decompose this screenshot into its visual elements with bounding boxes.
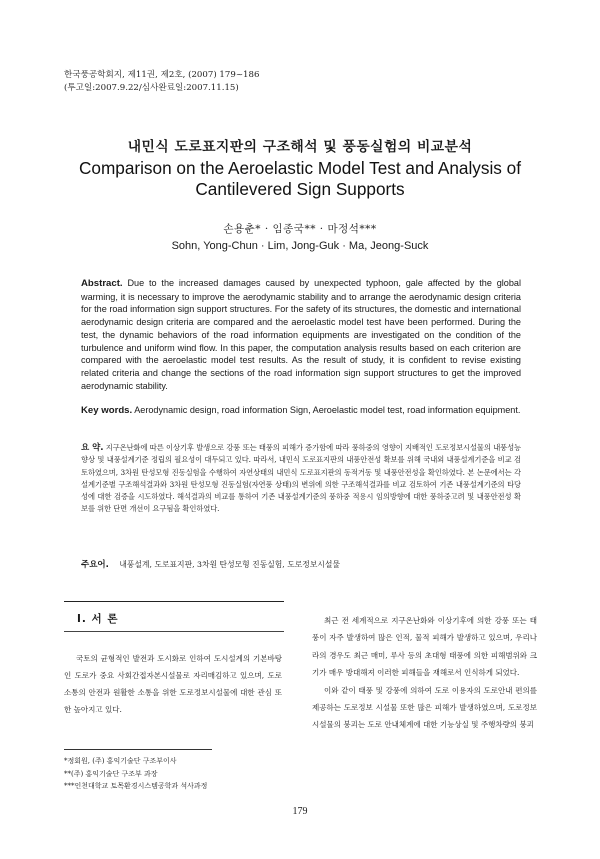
abstract-text: Due to the increased damages caused by unexpected typhoon, gale affected by the global warming, it is necessary to improve the aerodynamic stability and to arrange the aerodynamic design criteria for the road information sign support structures. For the safety of its structures, the domestic and international aerodynamic design criteria are compared and the aeroelastic model test have been performed. During the test, the dynamic behaviors of the road information equipments are investigated on the condition of the turbulence and uniform wind flow. In this paper, the computation analysis results based on each criterion are compared with the aeroelastic model test results. As the result of study, it is confident to revise existing related criteria and change the sections of the road information sign support structures to get the improved aerodynamic stability. <box>81 278 521 391</box>
korean-summary <box>81 442 521 516</box>
korean-summary-label: 요 약. <box>81 443 104 453</box>
korean-keywords <box>81 558 521 570</box>
section-rule-top <box>64 601 284 602</box>
keywords-label: Key words. <box>81 405 133 416</box>
intro-paragraph-left: 국토의 균형적인 발전과 도시화로 인하여 도시설계의 기본바탕인 도로가 중요 사회간접자본시설물로 자리매김하고 있으며, 도로소통의 안전과 원활한 소통을 위한 도로정보시설물에 대한 관심 또한 높아지고 있다. <box>64 654 282 714</box>
journal-header <box>64 69 259 95</box>
footnote-2: **(주) 홍익기술단 구조부 과장 <box>64 769 158 778</box>
submission-dates: (투고일:2007.9.22/심사완료일:2007.11.15) <box>64 83 239 93</box>
korean-keywords-text: 내풍설계, 도로표지판, 3차원 탄성모형 진동실험, 도로정보시설물 <box>119 560 340 569</box>
footnotes <box>64 755 294 793</box>
footnote-rule <box>64 749 212 750</box>
abstract-label: Abstract. <box>81 278 123 289</box>
page-number: 179 <box>292 806 308 817</box>
intro-right-column <box>312 612 537 734</box>
section-rule-bottom <box>64 631 284 632</box>
korean-summary-text: 지구온난화에 따른 이상기후 발생으로 강풍 또는 태풍의 피해가 증가함에 따라 풍하중의 영향이 지배적인 도로정보시설물의 내풍성능향상 및 내풍설계기준 정립의 필요성이 대두되고 있다. 따라서, 내민식 도로표지판의 내풍안전성 확보를 위해 국내외 내풍설계기준을 비교 검토하였으며, 3차원 탄성모형 진동실험을 수행하여 자연상태의 내민식 도로표지판의 동적거동 및 내풍안전성을 확인하였다. 본 논문에서는 각 설계기준별 구조해석결과와 3차원 탄성모형 진동실험(자연풍 상태)의 변위에 의한 구조해석결과를 비교 검토하여 기존 내풍설계기준의 타당성에 대한 검증을 시도하였다. 해석결과의 비교를 통하여 기존 내풍설계기준의 풍하중 적용시 임의방향에 대한 풍하중고려 및 내풍안전성 확보를 위한 단면 개선이 요구됨을 확인하였다. <box>81 443 521 514</box>
english-authors: Sohn, Yong-Chun · Lim, Jong-Guk · Ma, Jeong-Suck <box>171 240 429 252</box>
keywords <box>81 404 521 418</box>
intro-paragraph-right-1: 최근 전 세계적으로 지구온난화와 이상기후에 의한 강풍 또는 태풍이 자주 발생하여 많은 인적, 물적 피해가 발생하고 있으며, 우리나라의 경우도 최근 매미, 루사 등의 초대형 태풍에 의한 피해범위와 크기가 매우 방대해져 이러한 피해들을 재해로서 인식하게 되었다. <box>312 616 537 678</box>
abstract <box>81 277 521 392</box>
section-heading: I. 서 론 <box>77 613 119 625</box>
footnote-3: ***인천대학교 토목환경시스템공학과 석사과정 <box>64 782 208 790</box>
korean-authors: 손용춘* · 임종국** · 마정석*** <box>223 223 377 235</box>
korean-title: 내민식 도로표지판의 구조해석 및 풍동실험의 비교분석 <box>127 139 473 155</box>
english-title: Comparison on the Aeroelastic Model Test and Analysis of Cantilevered Sign Supports <box>78 158 522 199</box>
footnote-1: *정회원, (주) 홍익기술단 구조부이사 <box>64 757 177 765</box>
intro-left-column <box>64 650 282 718</box>
journal-citation: 한국풍공학회지, 제11권, 제2호, (2007) 179~186 <box>64 70 260 80</box>
korean-keywords-label: 주요어. <box>81 560 109 570</box>
keywords-text: Aerodynamic design, road information Sign, Aeroelastic model test, road information equipment. <box>134 405 521 415</box>
intro-paragraph-right-2: 이와 같이 태풍 및 강풍에 의하여 도로 이용자의 도로안내 편의를 제공하는 도로정보 시설물 또한 많은 피해가 발생하였으며, 도로정보시설물의 붕괴는 도로 안내체계에 대한 기능상실 및 주행차량의 붕괴 <box>312 685 537 730</box>
